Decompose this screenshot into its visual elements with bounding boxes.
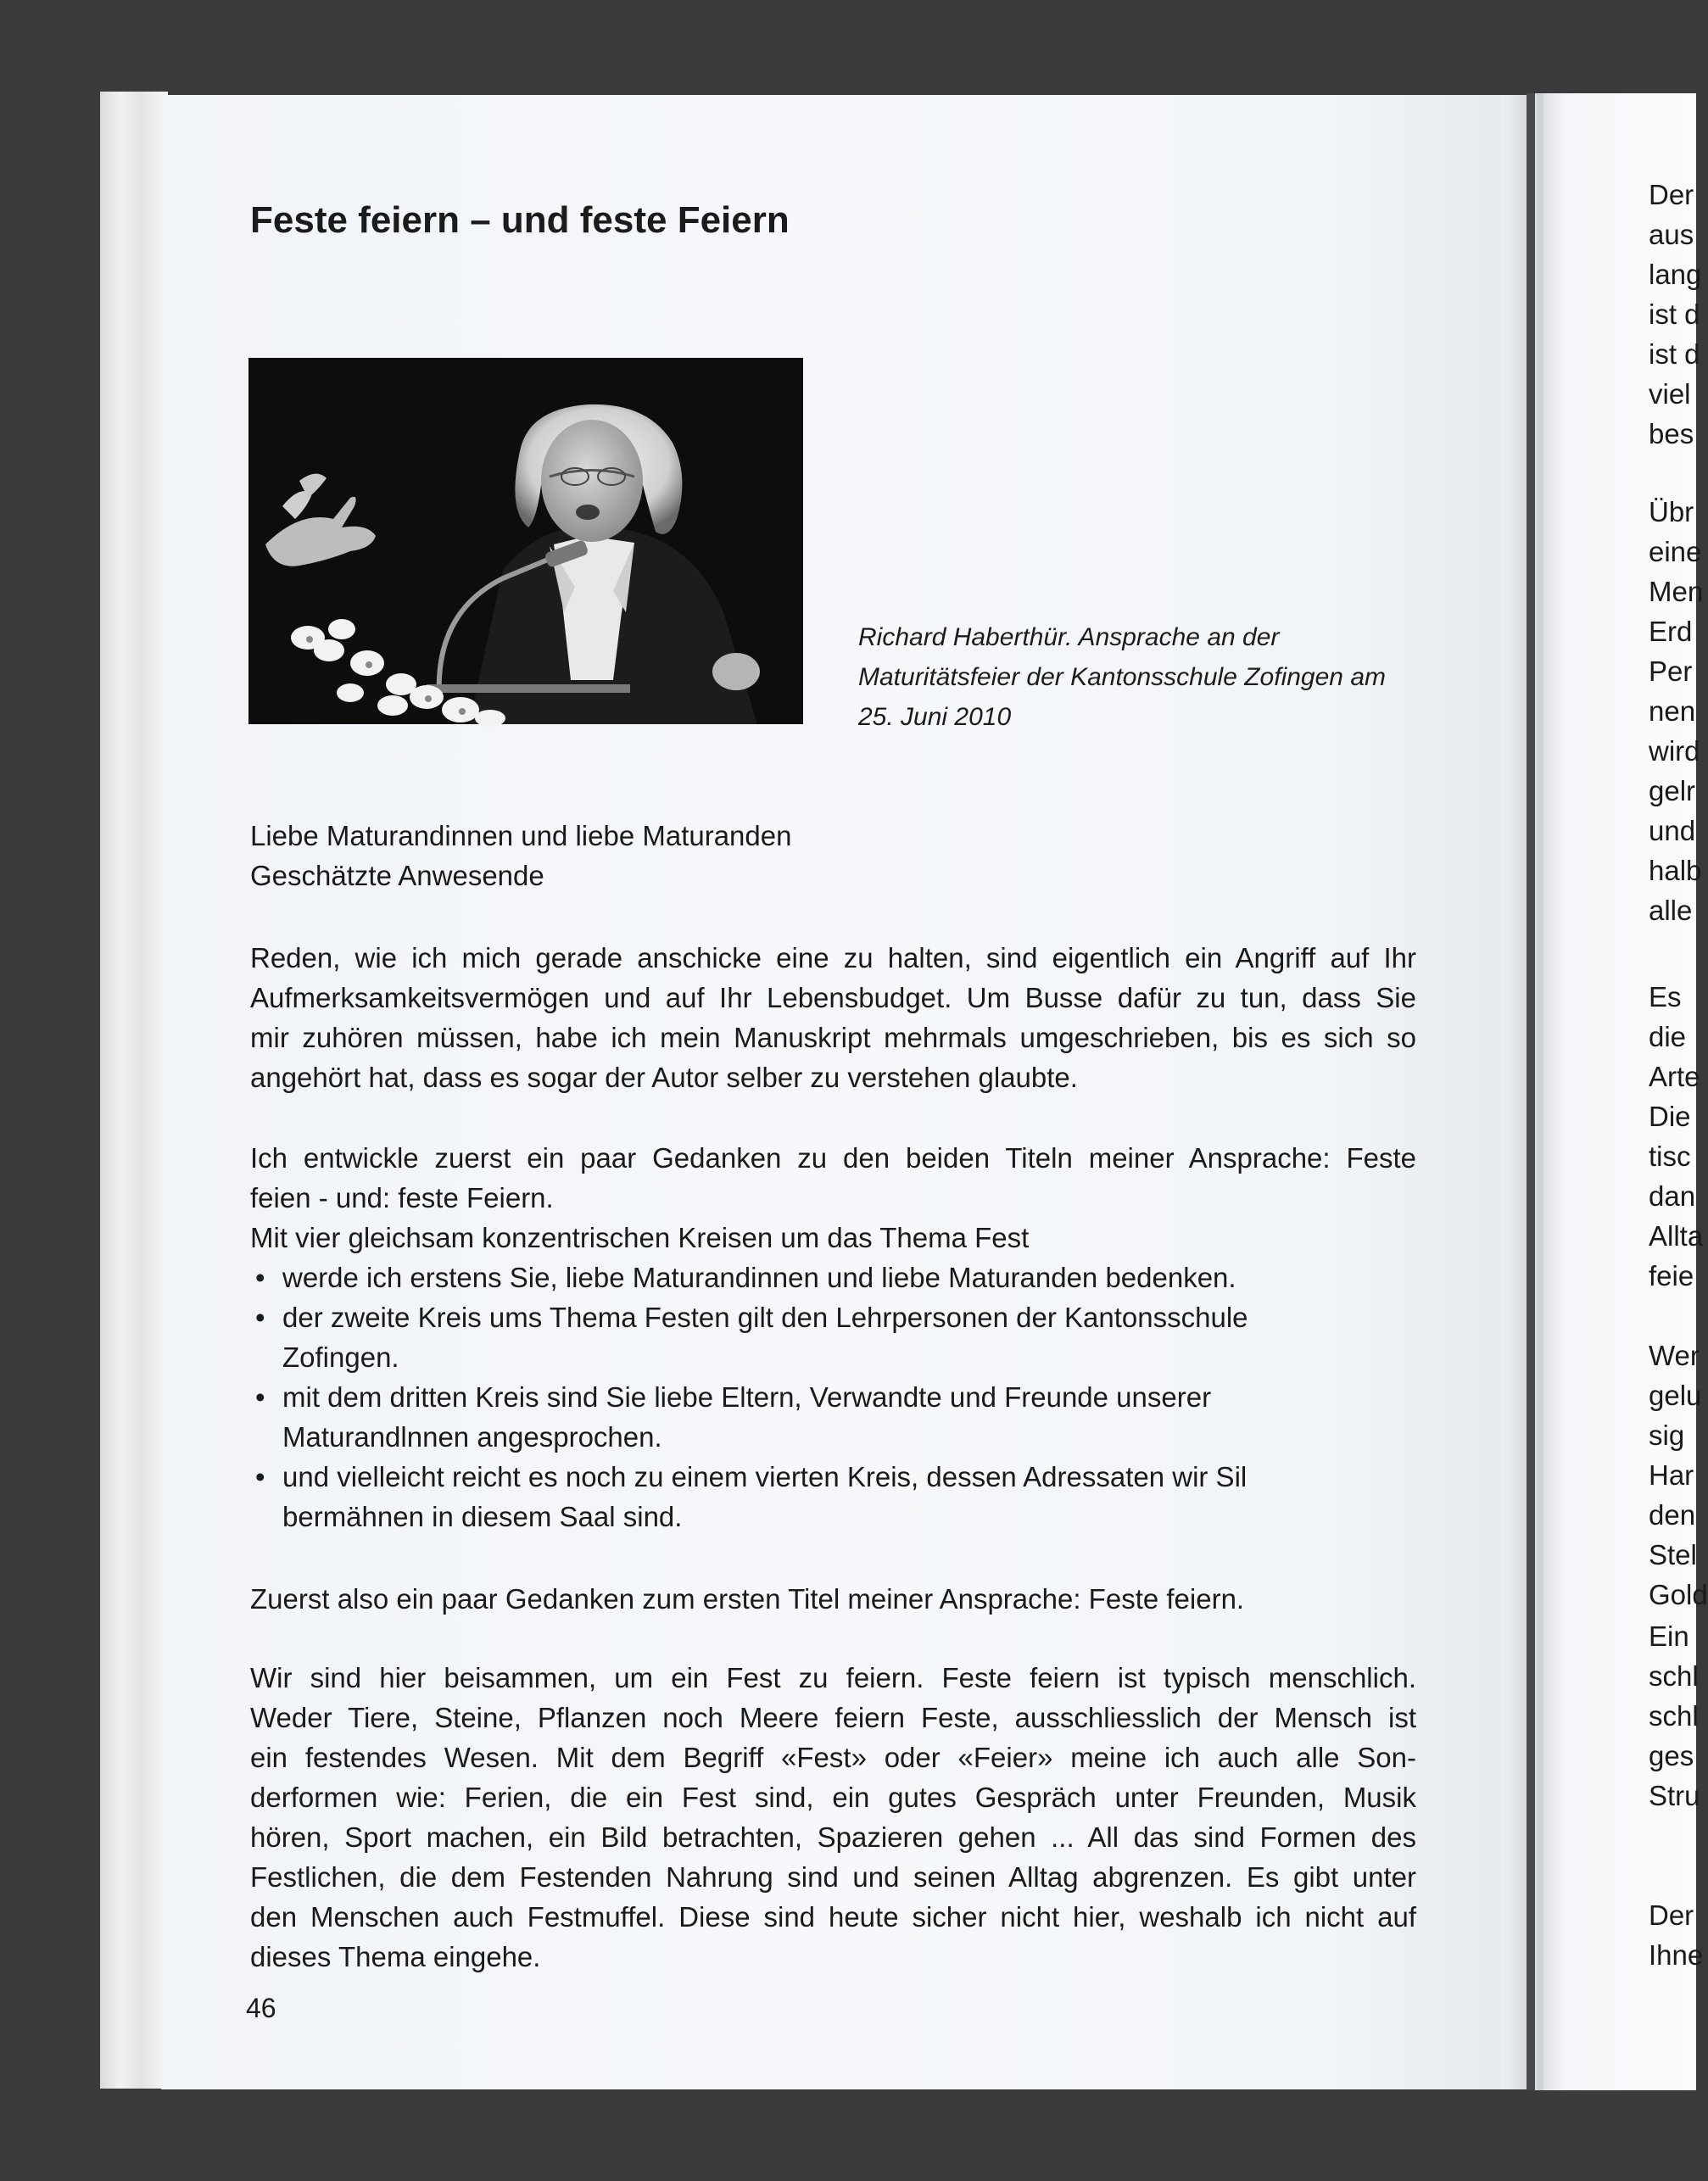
right-line: Stel [1649, 1539, 1697, 1570]
bullet-line: • mit dem dritten Kreis sind Sie liebe Eltern, Verwandte und Freunde unserer [282, 1381, 1212, 1413]
speaker-photo [248, 358, 803, 724]
right-line: Übr [1649, 496, 1694, 527]
paragraph-1 [250, 938, 1416, 1097]
paragraph-line: Ich entwickle zuerst ein paar Gedanken zu den beiden Titeln meiner Ansprache: Feste [250, 1142, 1416, 1174]
right-line: ist d [1649, 338, 1700, 370]
bullet-line: bermähnen in diesem Saal sind. [282, 1501, 683, 1532]
photo-caption [858, 617, 1452, 737]
bullet-item [250, 1258, 1416, 1297]
right-line: aus [1649, 219, 1694, 250]
right-line: gelu [1649, 1380, 1702, 1411]
right-line: Der [1649, 1899, 1694, 1931]
right-line: tisc [1649, 1141, 1691, 1172]
right-line: Es [1649, 981, 1682, 1012]
right-line: nen [1649, 695, 1696, 727]
paragraph-line: derformen wie: Ferien, die ein Fest sind, ein gutes Gespräch unter Freunden, Musik [250, 1782, 1416, 1813]
bullet-item [250, 1377, 1416, 1457]
speaker-at-lectern-photo-icon [248, 358, 803, 724]
paragraph-line: dieses Thema eingehe. [250, 1941, 541, 1972]
bullet-line: • der zweite Kreis ums Thema Festen gilt den Lehrpersonen der Kantonsschule [282, 1302, 1248, 1333]
right-line: wird [1649, 735, 1700, 767]
right-page-block-3 [1649, 977, 1704, 1296]
caption-line: Richard Haberthür. Ansprache an der [858, 623, 1280, 651]
paragraph-line: Weder Tiere, Steine, Pflanzen noch Meere feiern Feste, ausschliesslich der Mensch ist [250, 1702, 1416, 1733]
right-page-block-5 [1649, 1616, 1700, 1816]
bullet-line: • und vielleicht reicht es noch zu einem vierten Kreis, dessen Adressaten wir Sil [282, 1461, 1248, 1492]
right-line: Per [1649, 655, 1693, 687]
right-line: bes [1649, 418, 1694, 449]
bullet-line: • werde ich erstens Sie, liebe Maturandinnen und liebe Maturanden bedenken. [282, 1262, 1236, 1293]
right-page-edge [1537, 93, 1543, 2090]
right-line: Die [1649, 1101, 1691, 1132]
right-page-block-6 [1649, 1895, 1704, 1975]
bullet-item [250, 1297, 1416, 1377]
paragraph-3 [250, 1579, 1416, 1619]
page-stack-edge [100, 92, 168, 2089]
paragraph-line: Reden, wie ich mich gerade anschicke eine zu halten, sind eigentlich ein Angriff auf Ihr [250, 942, 1416, 973]
paragraph-4 [250, 1658, 1416, 1977]
paragraph-line: mir zuhören müssen, habe ich mein Manuskript mehrmals umgeschrieben, bis es sich so [250, 1022, 1416, 1053]
paragraph-line: den Menschen auch Festmuffel. Diese sind heute sicher nicht hier, weshalb ich nicht auf [250, 1901, 1416, 1933]
right-line: Allta [1649, 1220, 1704, 1252]
caption-line: 25. Juni 2010 [858, 703, 1012, 731]
right-line: Men [1649, 576, 1704, 607]
right-line: ist d [1649, 298, 1700, 330]
right-line: gelr [1649, 775, 1696, 806]
bullet-item [250, 1457, 1416, 1537]
right-line: lang [1649, 259, 1702, 290]
right-line: sig [1649, 1420, 1685, 1451]
paragraph-line: Zuerst also ein paar Gedanken zum ersten Titel meiner Ansprache: Feste feiern. [250, 1583, 1245, 1615]
right-line: Erd [1649, 616, 1693, 647]
paragraph-2 [250, 1138, 1416, 1537]
right-line: Arte [1649, 1061, 1700, 1092]
right-line: Gold [1649, 1579, 1708, 1610]
bullet-line: Maturandlnnen angesprochen. [282, 1421, 662, 1453]
paragraph-line: Wir sind hier beisammen, um ein Fest zu feiern. Feste feiern ist typisch menschlich. [250, 1662, 1416, 1693]
paragraph-line: Mit vier gleichsam konzentrischen Kreisen um das Thema Fest [250, 1222, 1030, 1253]
right-line: Ihne [1649, 1939, 1704, 1971]
caption-line: Maturitätsfeier der Kantonsschule Zofingen am [858, 663, 1386, 691]
right-line: alle [1649, 895, 1693, 926]
right-page-block-4 [1649, 1336, 1708, 1615]
paragraph-line: Festlichen, die dem Festenden Nahrung sind und seinen Alltag abgrenzen. Es gibt unter [250, 1861, 1416, 1893]
bullet-line: Zofingen. [282, 1342, 399, 1373]
paragraph-line: hören, Sport machen, ein Bild betrachten, Spazieren gehen ... All das sind Formen des [250, 1821, 1416, 1853]
paragraph-line: feien - und: feste Feiern. [250, 1182, 554, 1213]
right-line: Stru [1649, 1780, 1700, 1811]
paragraph-line: angehört hat, dass es sogar der Autor selber zu verstehen glaubte. [250, 1062, 1078, 1093]
right-line: viel [1649, 378, 1691, 410]
right-line: schl [1649, 1660, 1699, 1692]
page-number: 46 [246, 1993, 276, 2023]
salutation [250, 816, 1416, 895]
right-line: und [1649, 815, 1696, 846]
right-line: den [1649, 1499, 1696, 1531]
salutation-line: Liebe Maturandinnen und liebe Maturanden [250, 820, 792, 851]
right-line: Ein [1649, 1620, 1689, 1652]
right-line: Der [1649, 179, 1694, 210]
salutation-line: Geschätzte Anwesende [250, 860, 544, 891]
right-line: halb [1649, 855, 1702, 886]
right-page-block-1 [1649, 175, 1702, 454]
right-page-block-2 [1649, 492, 1704, 930]
right-line: feie [1649, 1260, 1694, 1291]
paragraph-line: ein festendes Wesen. Mit dem Begriff «Fest» oder «Feier» meine ich auch alle Son- [250, 1742, 1416, 1773]
bullet-list [250, 1258, 1416, 1537]
right-line: die [1649, 1021, 1687, 1052]
paragraph-line: Aufmerksamkeitsvermögen und auf Ihr Lebensbudget. Um Busse dafür zu tun, dass Sie [250, 982, 1416, 1013]
right-line: Wer [1649, 1340, 1700, 1371]
right-line: Har [1649, 1459, 1694, 1491]
right-line: eine [1649, 536, 1702, 567]
right-line: ges [1649, 1740, 1694, 1771]
right-line: dan [1649, 1180, 1696, 1212]
right-line: schl [1649, 1700, 1699, 1732]
article-title: Feste feiern – und feste Feiern [250, 199, 790, 241]
